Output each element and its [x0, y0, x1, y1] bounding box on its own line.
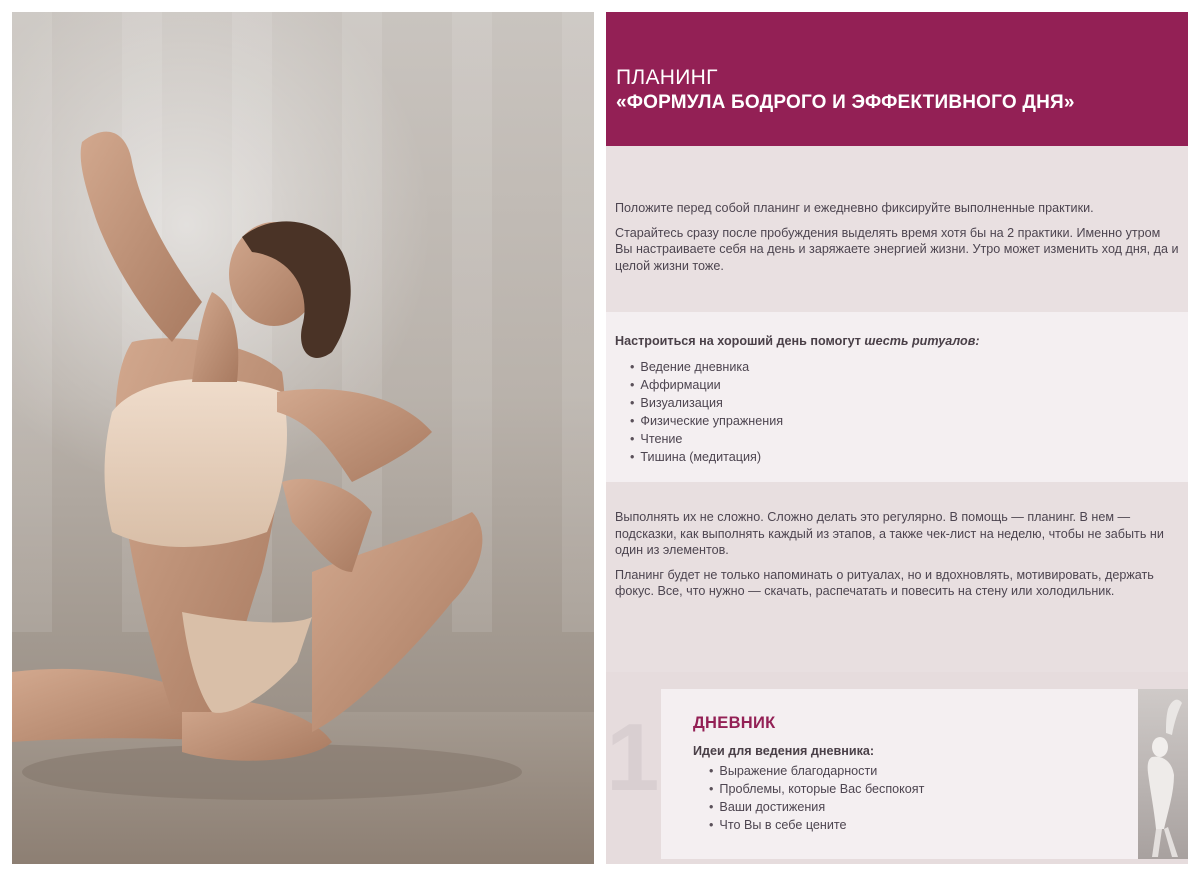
intro-paragraph-1: Положите перед собой планинг и ежедневно фиксируйте выполненные практики.: [615, 201, 1094, 215]
planning-section: [606, 482, 1188, 672]
list-item: • Аффирмации: [630, 376, 1180, 394]
diary-section: [606, 672, 1188, 864]
rituals-lead-text: Настроиться на хороший день помогут: [615, 334, 865, 348]
planning-document: [606, 12, 1188, 864]
list-item: • Выражение благодарности: [709, 762, 1138, 780]
rituals-list: [615, 358, 1180, 466]
rituals-section: [606, 312, 1188, 482]
diary-thumbnail-photo: [1138, 689, 1188, 859]
header-title-line2: «ФОРМУЛА БОДРОГО И ЭФФЕКТИВНОГО ДНЯ»: [616, 92, 1075, 113]
header-title-line1: ПЛАНИНГ: [616, 66, 718, 89]
rituals-lead: [615, 333, 1180, 350]
dancer-figure-illustration: [1138, 689, 1188, 859]
list-item: • Визуализация: [630, 394, 1180, 412]
yoga-figure-illustration: [12, 12, 594, 864]
diary-card: [661, 689, 1138, 859]
list-item: • Ваши достижения: [709, 798, 1138, 816]
diary-subtitle: Идеи для ведения дневника:: [693, 743, 875, 758]
list-item: • Физические упражнения: [630, 412, 1180, 430]
planning-paragraph-1: Выполнять их не сложно. Сложно делать это регулярно. В помощь — планинг. В нем — подсказки, как выполнять каждый из этапов, а также чек-лист на неделю, чтобы не забыть ни один из элементов.: [615, 510, 1164, 557]
diary-title: ДНЕВНИК: [693, 714, 776, 732]
list-item: • Тишина (медитация): [630, 448, 1180, 466]
document-header: [606, 12, 1188, 146]
diary-step-number: 1: [606, 704, 660, 811]
yoga-photo: [12, 12, 594, 864]
rituals-lead-emphasis: шесть ритуалов:: [864, 334, 980, 348]
list-item: • Проблемы, которые Вас беспокоят: [709, 780, 1138, 798]
intro-paragraph-2: Старайтесь сразу после пробуждения выделять время хотя бы на 2 практики. Именно утром Вы настраиваете себя на день и заряжаете энергией жизни. Утро может изменить ход дня, да и целой жизни тоже.: [615, 225, 1179, 273]
planning-paragraph-2: Планинг будет не только напоминать о ритуалах, но и вдохновлять, мотивировать, держать фокус. Все, что нужно — скачать, распечатать и повесить на стену или холодильник.: [615, 567, 1154, 598]
list-item: • Что Вы в себе цените: [709, 816, 1138, 834]
diary-ideas-list: [693, 762, 1138, 834]
intro-section: [606, 146, 1188, 312]
list-item: • Чтение: [630, 430, 1180, 448]
list-item: • Ведение дневника: [630, 358, 1180, 376]
